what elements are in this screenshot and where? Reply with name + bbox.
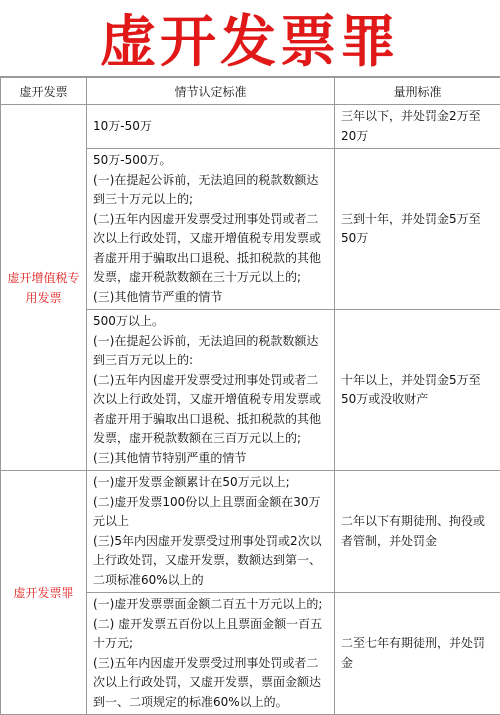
criteria-line: (三)五年内因虚开发票受过刑事处罚或者二次以上行政处罚，又虚开发票，票面金额达到一、二项规定的标准60%以上的。	[93, 654, 328, 713]
criteria-line: (三)其他情节严重的情节	[93, 288, 328, 308]
criteria-line: (一)虚开发票票面金额二百五十万元以上的;	[93, 595, 328, 615]
criteria-line: (二) 虚开发票五百份以上且票面金额一百五十万元;	[93, 615, 328, 654]
header-criteria: 情节认定标准	[87, 78, 335, 105]
penalty-cell: 三到十年，并处罚金5万至50万	[335, 149, 500, 310]
criteria-cell	[87, 105, 335, 149]
category-cell: 虚开增值税专用发票	[1, 105, 87, 471]
page-title: 虚开发票罪	[0, 0, 500, 77]
penalty-cell: 三年以下，并处罚金2万至20万	[335, 105, 500, 149]
header-penalty: 量刑标准	[335, 78, 500, 105]
criteria-cell	[87, 310, 335, 471]
criteria-cell	[87, 471, 335, 593]
sentencing-table	[0, 77, 500, 715]
criteria-line: (二)虚开发票100份以上且票面金额在30万元以上	[93, 493, 328, 532]
criteria-line: 500万以上。	[93, 312, 328, 332]
criteria-line: (三)其他情节特别严重的情节	[93, 449, 328, 469]
criteria-cell	[87, 149, 335, 310]
criteria-line: (二)五年内因虚开发票受过刑事处罚或者二次以上行政处罚，又虚开增值税专用发票或者虚开用于骗取出口退税、抵扣税款的其他发票，虚开税款数额在三百万元以上的;	[93, 371, 328, 449]
criteria-line: (二)五年内因虚开发票受过刑事处罚或者二次以上行政处罚，又虚开增值税专用发票或者虚开用于骗取出口退税、抵扣税款的其他发票，虚开税款数额在三十万元以上的;	[93, 210, 328, 288]
criteria-line: 50万-500万。	[93, 151, 328, 171]
penalty-cell: 二年以下有期徒刑、拘役或者管制，并处罚金	[335, 471, 500, 593]
penalty-cell: 十年以上，并处罚金5万至50万或没收财产	[335, 310, 500, 471]
penalty-cell: 二至七年有期徒刑，并处罚金	[335, 593, 500, 715]
criteria-line: (三)5年内因虚开发票受过刑事处罚或2次以上行政处罚，又虚开发票，数额达到第一、二项标准60%以上的	[93, 532, 328, 591]
criteria-line: (一)在提起公诉前，无法追回的税款数额达到三百万元以上的:	[93, 332, 328, 371]
criteria-line: (一)虚开发票金额累计在50万元以上;	[93, 473, 328, 493]
header-category: 虚开发票	[1, 78, 87, 105]
category-cell: 虚开发票罪	[1, 471, 87, 715]
criteria-line: (一)在提起公诉前，无法追回的税款数额达到三十万元以上的;	[93, 171, 328, 210]
criteria-line: 10万-50万	[93, 117, 328, 137]
table-row	[1, 105, 500, 149]
header-row	[1, 78, 500, 105]
table-row	[1, 471, 500, 593]
